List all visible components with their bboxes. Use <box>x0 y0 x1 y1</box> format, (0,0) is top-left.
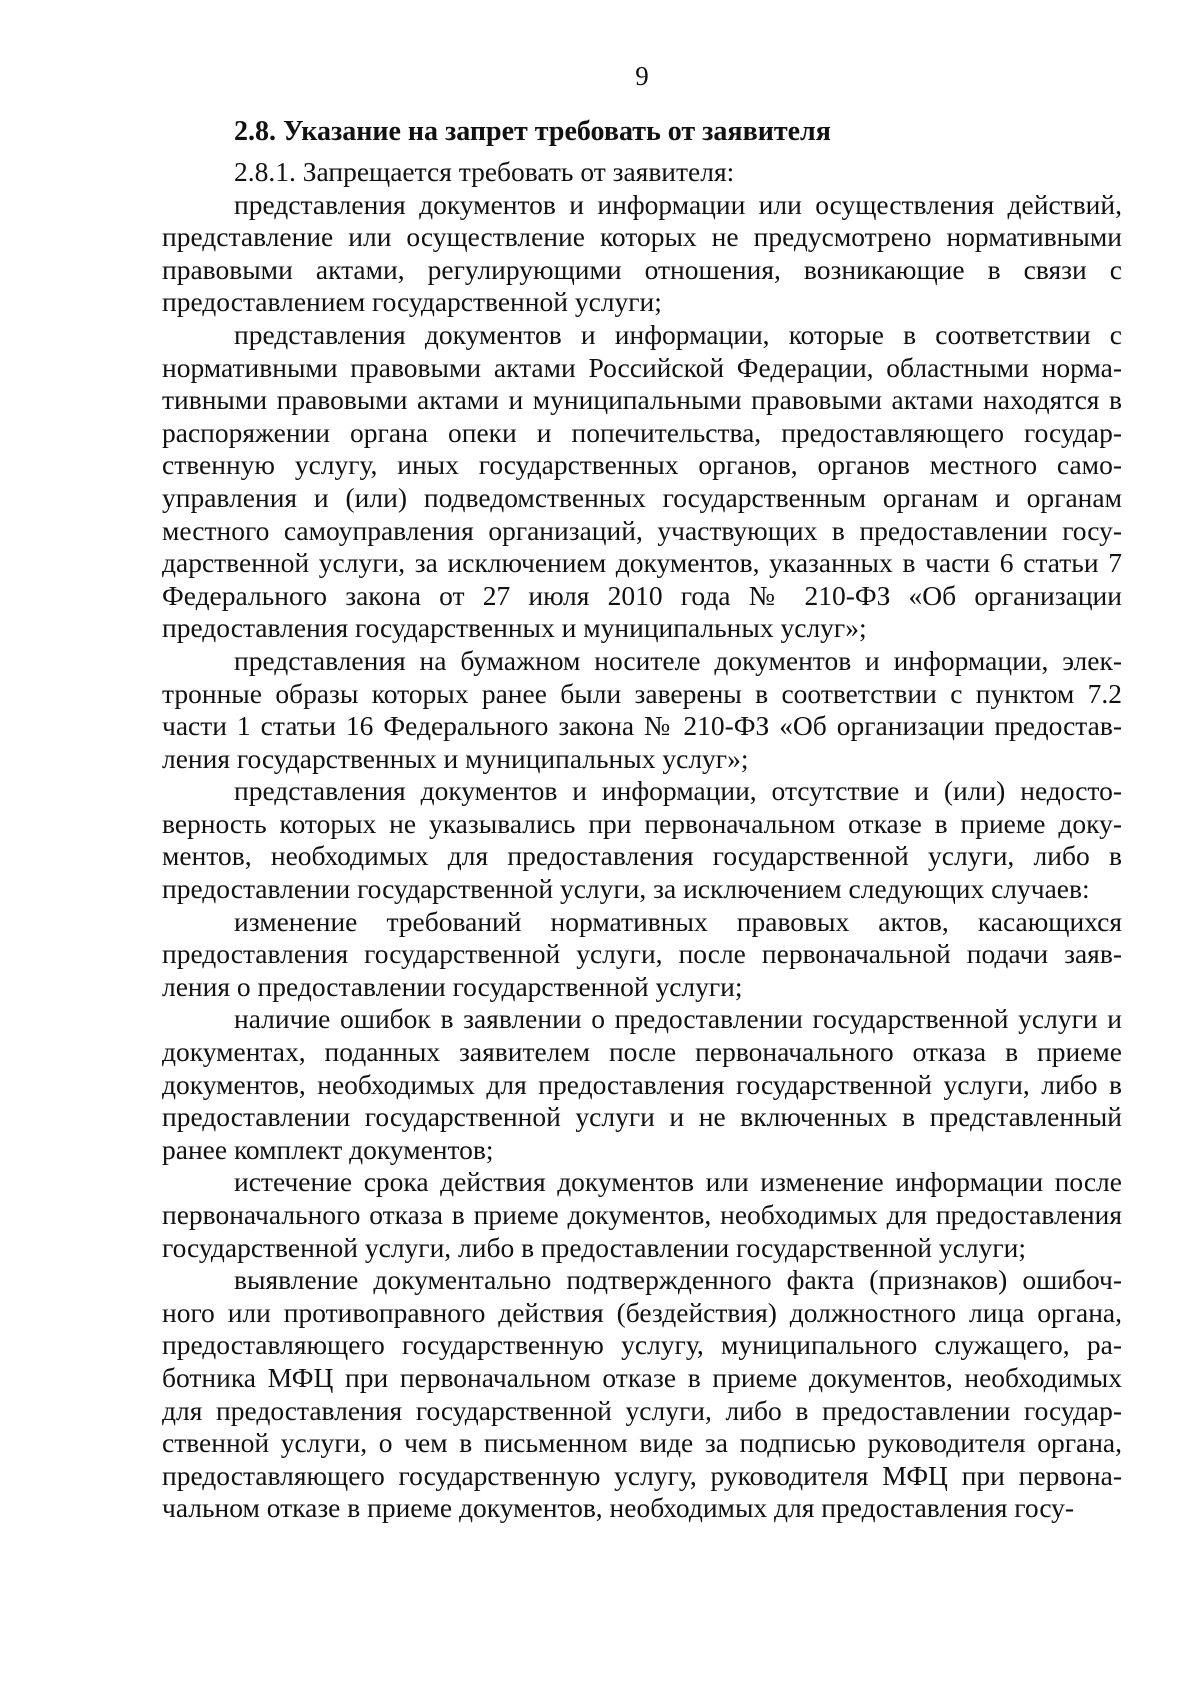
paragraph-2-8-1: 2.8.1. Запрещается требовать от заявителя: <box>234 156 735 187</box>
paragraph-paper-copies: представления на бумажном носителе документов и информации, электронные образы которых ранее были заверены в соответствии с пунктом 7.2 части 1 статьи 16 Федерального закона № 210-ФЗ «Об организации предоставления государственных и муниципальных услуг»; <box>162 644 1122 774</box>
paragraph-expired-documents: истечение срока действия документов или изменение информации после первоначального отказа в приеме документов, необходимых для предоставления государственной услуги, либо в предоставлении государственной услуги; <box>162 1166 1122 1263</box>
paragraph-erroneous-actions: выявление документально подтвержденного факта (признаков) ошибочного или противоправного действия (бездействия) должностного лица органа, предоставляющего государственную услугу, муниципального служащего, работника МФЦ при первоначальном отказе в приеме документов, необходимых для предоставления государственной услуги, либо в предоставлении государственной услуги, о чем в письменном виде за подписью руководителя органа, предоставляющего государственную услугу, руководителя МФЦ при первоначальном отказе в приеме документов, необходимых для предоставления госу- <box>162 1264 1122 1524</box>
page-number: 9 <box>635 61 649 91</box>
paragraph-changed-requirements: изменение требований нормативных правовых актов, касающихся предоставления государственной услуги, после первоначальной подачи заявления о предоставлении государственной услуги; <box>162 905 1122 1002</box>
paragraph-unstated-documents: представления документов и информации, отсутствие и (или) недостоверность которых не указывались при первоначальном отказе в приеме документов, необходимых для предоставления государственной услуги, либо в предоставлении государственной услуги, за исключением следующих случаев: <box>162 775 1122 905</box>
paragraph-documents-held-by-agencies: представления документов и информации, которые в соответствии с нормативными правовыми актами Российской Федерации, областными нормативными правовыми актами и муниципальными правовыми актами находятся в распоряжении органа опеки и попечительства, предоставляющего государственную услугу, иных государственных органов, органов местного самоуправления и (или) подведомственных государственным органам и органам местного самоуправления организаций, участвующих в предоставлении государственной услуги, за исключением документов, указанных в части 6 статьи 7 Федерального закона от 27 июля 2010 года № 210-ФЗ «Об организации предоставления государственных и муниципальных услуг»; <box>162 318 1122 644</box>
section-heading: 2.8. Указание на запрет требовать от заявителя <box>234 116 831 147</box>
document-page <box>162 56 1122 1525</box>
paragraph-unregulated-documents: представления документов и информации или осуществления действий, представление или осуществление которых не предусмотрено нормативными правовыми актами, регулирующими отношения, возникающие в связи с предоставлением государственной услуги; <box>162 188 1122 318</box>
paragraph-errors-in-application: наличие ошибок в заявлении о предоставлении государственной услуги и документах, поданных заявителем после первоначального отказа в приеме документов, необходимых для предоставления государственной услуги, либо в предоставлении государственной услуги и не включенных в представленный ранее комплект документов; <box>162 1003 1122 1165</box>
